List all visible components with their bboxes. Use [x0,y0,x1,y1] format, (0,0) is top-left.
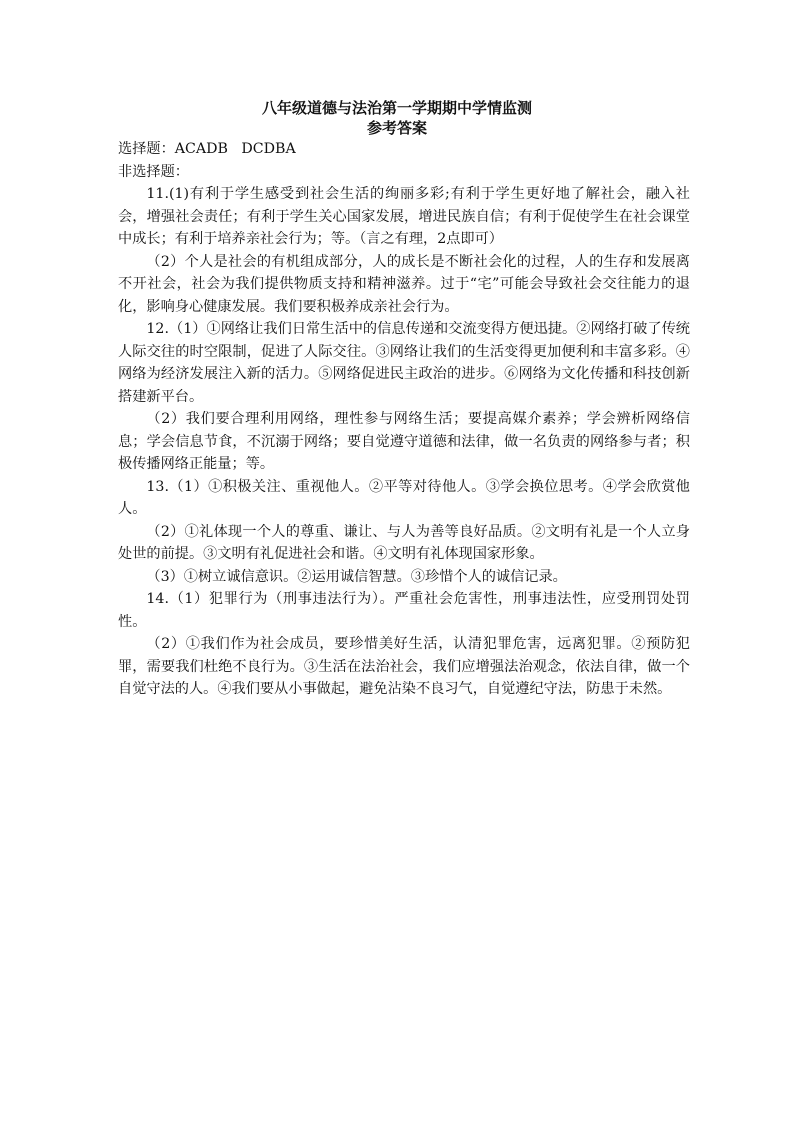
answer-paragraph-12-1: 12.（1）①网络让我们日常生活中的信息传递和交流变得方便迅捷。②网络打破了传统人际交往的时空限制，促进了人际交往。③网络让我们的生活变得更加便利和丰富多彩。④网络为经济发展注入新的活力。⑤网络促进民主政治的进步。⑥网络为文化传播和科技创新搭建新平台。 [118,321,690,405]
answer-paragraph-14-1: 14.（1）犯罪行为（刑事违法行为）。严重社会危害性，刑事违法性，应受刑罚处罚性。 [118,591,690,630]
choice-answers: 选择题：ACADB DCDBA [118,141,296,157]
answer-paragraph-14-2: （2）①我们作为社会成员，要珍惜美好生活，认清犯罪危害，远离犯罪。②预防犯罪，需要我们杜绝不良行为。③生活在法治社会，我们应增强法治观念，依法自律，做一个自觉守法的人。④我们要从小事做起，避免沾染不良习气，自觉遵纪守法，防患于未然。 [118,636,690,697]
answer-content [118,138,690,701]
answer-paragraph-12-2: （2）我们要合理利用网络，理性参与网络生活；要提高媒介素养；学会辨析网络信息；学会信息节食，不沉溺于网络；要自觉遵守道德和法律，做一名负责的网络参与者；积极传播网络正能量；等。 [118,411,690,472]
answer-paragraph-13-2: （2）①礼体现一个人的尊重、谦让、与人为善等良好品质。②文明有礼是一个人立身处世的前提。③文明有礼促进社会和谐。④文明有礼体现国家形象。 [118,523,690,562]
document-title: 八年级道德与法治第一学期期中学情监测 [261,99,532,117]
answer-paragraph-13-3: （3）①树立诚信意识。②运用诚信智慧。③珍惜个人的诚信记录。 [146,568,567,585]
document-subtitle: 参考答案 [366,119,427,137]
non-choice-heading: 非选择题： [118,163,189,180]
answer-paragraph-11-1: 11.(1)有利于学生感受到社会生活的绚丽多彩;有利于学生更好地了解社会，融入社会，增强社会责任；有利于学生关心国家发展，增进民族自信；有利于促使学生在社会课堂中成长；有利于培养亲社会行为；等。（言之有理，2点即可） [118,186,690,247]
answer-paragraph-11-2: （2）个人是社会的有机组成部分，人的成长是不断社会化的过程，人的生存和发展离不开社会，社会为我们提供物质支持和精神滋养。过于“宅”可能会导致社会交往能力的退化，影响身心健康发展。我们要积极养成亲社会行为。 [118,253,690,315]
answer-paragraph-13-1: 13.（1）①积极关注、重视他人。②平等对待他人。③学会换位思考。④学会欣赏他人。 [118,478,690,517]
